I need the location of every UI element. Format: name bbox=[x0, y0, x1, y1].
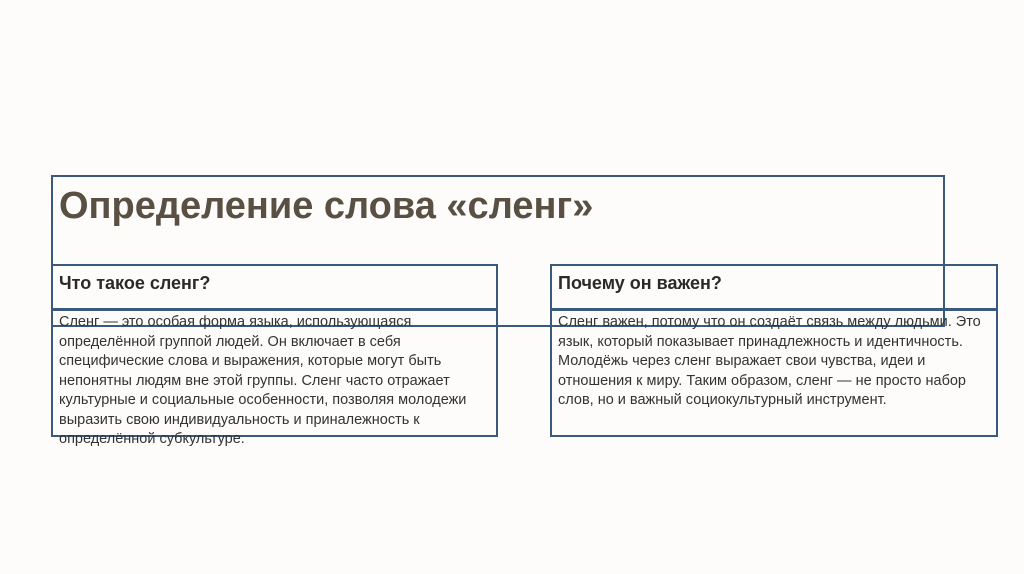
right-column-text: Сленг важен, потому что он создаёт связь между людьми. Это язык, который показывает принадлежность и идентичность. Молодёжь через сленг выражает свои чувства, идеи и отношения к миру. Таким образом, сленг — не просто набор слов, но и важный социокультурный инструмент. bbox=[558, 314, 981, 408]
left-column-heading: Что такое сленг? bbox=[59, 273, 211, 293]
left-column-text: Сленг — это особая форма языка, использующаяся определённой группой людей. Он включает в себя специфические слова и выражения, которые могут быть непонятны людям вне этой группы. Сленг часто отражает культурные и социальные особенности, позволяя молодежи выразить свою индивидуальность и приналежность к определённой субкультуре. bbox=[59, 314, 467, 447]
slide-title: Определение слова «сленг» bbox=[59, 185, 594, 227]
right-column-heading: Почему он важен? bbox=[558, 273, 722, 293]
